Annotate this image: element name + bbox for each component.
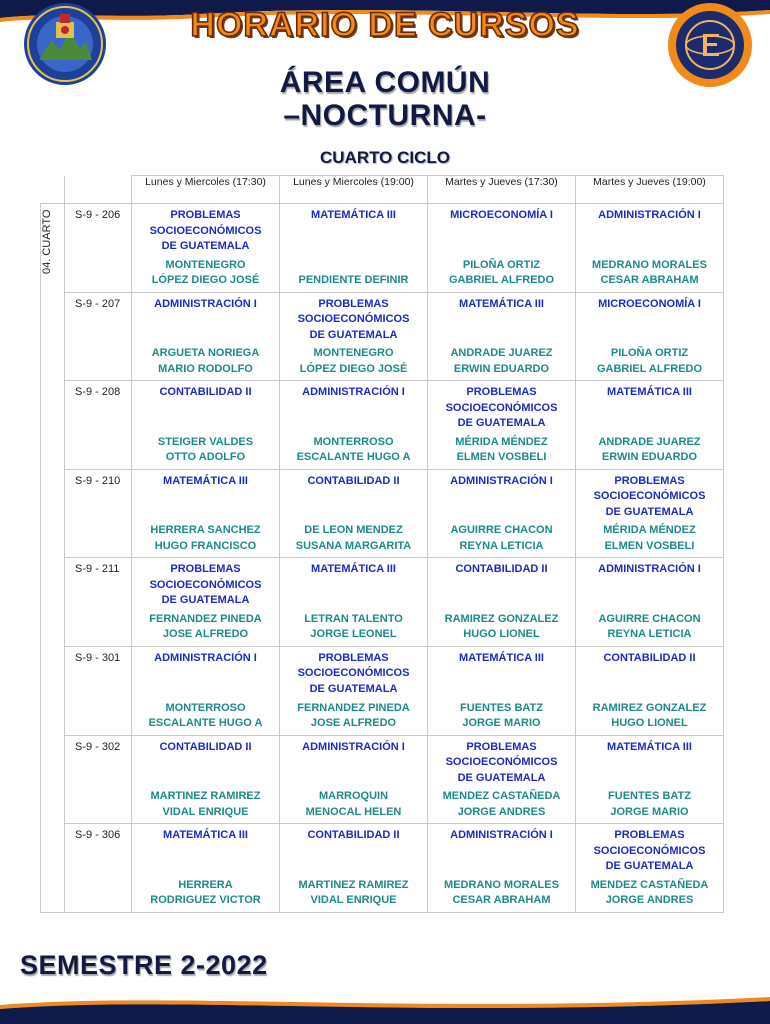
schedule-slot	[280, 469, 428, 558]
room-cell: S-9 - 302	[65, 735, 132, 824]
professor-name-line: ANDRADE JUAREZ	[450, 347, 553, 360]
professor-name	[280, 612, 427, 643]
professor-name	[428, 612, 575, 643]
course-name-line: ADMINISTRACIÓN I	[154, 651, 257, 664]
course-name	[428, 651, 575, 667]
professor-name-line: RAMIREZ GONZALEZ	[592, 701, 707, 714]
professor-name-line: MÉRIDA MÉNDEZ	[603, 524, 696, 537]
schedule-slot	[576, 735, 724, 824]
room-cell: S-9 - 301	[65, 646, 132, 735]
professor-name-line: RAMIREZ GONZALEZ	[444, 612, 559, 625]
course-name-line: MATEMÁTICA III	[311, 209, 396, 221]
professor-name-line: ELMEN VOSBELI	[604, 539, 695, 552]
professor-name	[576, 701, 723, 732]
professor-name-line: ELMEN VOSBELI	[456, 451, 547, 464]
schedule-slot	[576, 824, 724, 913]
course-name	[576, 208, 723, 224]
course-name	[576, 297, 723, 313]
professor-name-line: VIDAL ENRIQUE	[162, 805, 249, 818]
schedule-slot	[428, 646, 576, 735]
schedule-slot	[132, 292, 280, 381]
schedule-slot	[428, 735, 576, 824]
course-name-line: ADMINISTRACIÓN I	[598, 563, 701, 576]
professor-name-line: ANDRADE JUAREZ	[598, 435, 701, 448]
schedule-slot	[428, 824, 576, 913]
course-name	[280, 385, 427, 401]
schedule-slot	[132, 558, 280, 647]
professor-name-line: MENOCAL HELEN	[305, 805, 402, 818]
schedule-slot	[280, 735, 428, 824]
area-heading: ÁREA COMÚN	[279, 66, 491, 99]
course-name	[132, 297, 279, 313]
professor-name	[132, 435, 279, 466]
professor-name-line: PENDIENTE DEFINIR	[298, 274, 409, 287]
course-name-line: ADMINISTRACIÓN I	[450, 474, 553, 487]
schedule-slot	[280, 204, 428, 293]
professor-name	[428, 789, 575, 820]
header-blank-cell	[41, 176, 65, 204]
course-name-line: ADMINISTRACIÓN I	[598, 209, 701, 221]
schedule-slot	[132, 469, 280, 558]
course-name	[280, 474, 427, 490]
table-row	[41, 469, 724, 558]
room-cell: S-9 - 210	[65, 469, 132, 558]
schedule-slot	[428, 469, 576, 558]
semester-label: SEMESTRE 2-2022	[20, 950, 268, 980]
day-header: Martes y Jueves (19:00)	[576, 176, 724, 204]
professor-name	[576, 258, 723, 289]
course-name-line: ADMINISTRACIÓN I	[154, 297, 257, 310]
professor-name	[280, 523, 427, 554]
professor-name-line: FUENTES BATZ	[460, 701, 543, 714]
professor-name-line: HUGO FRANCISCO	[154, 539, 257, 552]
course-name-line: DE GUATEMALA	[161, 594, 250, 607]
course-name-line: DE GUATEMALA	[161, 240, 250, 252]
room-cell: S-9 - 206	[65, 204, 132, 293]
professor-name-line: JOSE ALFREDO	[162, 628, 249, 641]
course-name-line: CONTABILIDAD II	[159, 386, 252, 399]
professor-name-line: AGUIRRE CHACON	[598, 612, 701, 625]
course-name-line: PROBLEMAS	[614, 829, 685, 842]
professor-name	[576, 612, 723, 643]
course-name-line: MATEMÁTICA III	[311, 563, 396, 576]
schedule-slot	[428, 204, 576, 293]
course-name	[576, 651, 723, 667]
professor-name-line: MONTENEGRO	[313, 347, 394, 360]
schedule-slot	[280, 824, 428, 913]
professor-name-line: MONTERROSO	[313, 435, 394, 448]
table-row	[41, 381, 724, 470]
course-name-line: MATEMÁTICA III	[163, 829, 248, 842]
schedule-slot	[280, 558, 428, 647]
professor-name	[280, 701, 427, 732]
course-name	[576, 474, 723, 521]
professor-name-line: MARTINEZ RAMIREZ	[298, 878, 409, 891]
schedule-slot	[576, 558, 724, 647]
schedule-slot	[132, 204, 280, 293]
schedule-slot	[428, 292, 576, 381]
course-name	[280, 562, 427, 578]
professor-name	[576, 878, 723, 909]
professor-name-line: PILOÑA ORTIZ	[462, 258, 541, 271]
course-name-line: MICROECONOMÍA I	[598, 297, 701, 310]
course-name-line: MATEMÁTICA III	[459, 651, 544, 664]
professor-name-line: ESCALANTE HUGO A	[296, 451, 411, 464]
professor-name-line: JOSE ALFREDO	[310, 717, 397, 730]
professor-name-line: GABRIEL ALFREDO	[448, 274, 555, 287]
professor-name-line: HERRERA SANCHEZ	[150, 524, 261, 537]
level-label: 04. CUARTO	[41, 210, 53, 275]
professor-name-line: FERNANDEZ PINEDA	[297, 701, 410, 714]
schedule-slot	[576, 381, 724, 470]
course-name-line: PROBLEMAS	[318, 651, 389, 664]
table-row	[41, 646, 724, 735]
course-name	[428, 740, 575, 787]
professor-name-line: MÉRIDA MÉNDEZ	[455, 435, 548, 448]
table-row	[41, 292, 724, 381]
course-name-line: SOCIOECONÓMICOS	[297, 667, 410, 680]
course-name-line: SOCIOECONÓMICOS	[149, 578, 262, 591]
professor-name-line: REYNA LETICIA	[459, 539, 544, 552]
course-name	[132, 208, 279, 255]
course-name	[280, 651, 427, 698]
professor-name	[576, 346, 723, 377]
professor-name-line: HUGO LIONEL	[463, 628, 540, 641]
professor-name-line: JORGE MARIO	[610, 805, 689, 818]
course-name-line: ADMINISTRACIÓN I	[450, 829, 553, 842]
room-cell: S-9 - 208	[65, 381, 132, 470]
professor-name	[576, 523, 723, 554]
course-name	[132, 385, 279, 401]
course-name-line: DE GUATEMALA	[309, 328, 398, 341]
schedule-slot	[576, 204, 724, 293]
schedule-slot	[280, 292, 428, 381]
course-name-line: CONTABILIDAD II	[307, 829, 400, 842]
professor-name	[132, 612, 279, 643]
room-cell: S-9 - 207	[65, 292, 132, 381]
course-name	[132, 474, 279, 490]
professor-name-line: REYNA LETICIA	[607, 628, 692, 641]
course-name	[132, 740, 279, 756]
course-name-line: DE GUATEMALA	[309, 682, 398, 695]
schedule-slot	[132, 735, 280, 824]
room-cell: S-9 - 306	[65, 824, 132, 913]
professor-name-line: MEDRANO MORALES	[592, 258, 707, 271]
professor-name	[428, 523, 575, 554]
course-name-line: SOCIOECONÓMICOS	[149, 224, 262, 237]
schedule-slot	[132, 824, 280, 913]
professor-name-line: OTTO ADOLFO	[165, 451, 246, 464]
professor-name-line: LÓPEZ DIEGO JOSÉ	[299, 362, 408, 375]
professor-name-line: HERRERA	[178, 878, 233, 891]
professor-name	[280, 878, 427, 909]
professor-name-line: DE LEON MENDEZ	[304, 524, 403, 537]
course-name	[428, 828, 575, 844]
course-name-line: ADMINISTRACIÓN I	[302, 740, 405, 753]
course-name-line: SOCIOECONÓMICOS	[445, 401, 558, 414]
professor-name	[132, 258, 279, 289]
professor-name	[428, 701, 575, 732]
professor-name-line: FERNANDEZ PINEDA	[149, 612, 262, 625]
professor-name-line: GABRIEL ALFREDO	[596, 362, 703, 375]
day-header: Martes y Jueves (17:30)	[428, 176, 576, 204]
professor-name-line: AGUIRRE CHACON	[450, 524, 553, 537]
schedule-slot	[132, 381, 280, 470]
professor-name-line: MONTENEGRO	[165, 258, 246, 271]
room-cell: S-9 - 211	[65, 558, 132, 647]
table-row	[41, 735, 724, 824]
shift-heading: –NOCTURNA-	[283, 99, 487, 132]
course-name	[280, 828, 427, 844]
course-name	[576, 740, 723, 756]
professor-name	[576, 789, 723, 820]
professor-name-line: MENDEZ CASTAÑEDA	[442, 790, 561, 803]
schedule-slot	[576, 292, 724, 381]
professor-name-line: LETRAN TALENTO	[304, 612, 403, 625]
professor-name	[428, 258, 575, 289]
footer-decoration	[0, 985, 770, 1024]
course-name-line: PROBLEMAS	[466, 740, 537, 753]
professor-name-line: ESCALANTE HUGO A	[148, 717, 263, 730]
course-name-line: MATEMÁTICA III	[607, 386, 692, 399]
professor-name-line: ERWIN EDUARDO	[601, 451, 698, 464]
professor-name-line: MARTINEZ RAMIREZ	[150, 790, 261, 803]
professor-name-line: MARIO RODOLFO	[158, 362, 253, 375]
table-row	[41, 204, 724, 293]
course-name-line: SOCIOECONÓMICOS	[445, 756, 558, 769]
course-name-line: PROBLEMAS	[466, 386, 537, 399]
day-header: Lunes y Miercoles (19:00)	[280, 176, 428, 204]
course-name	[132, 562, 279, 609]
course-name-line: PROBLEMAS	[170, 563, 241, 576]
professor-name-line: FUENTES BATZ	[608, 790, 691, 803]
course-name-line: PROBLEMAS	[170, 209, 241, 221]
professor-name-line: SUSANA MARGARITA	[295, 539, 412, 552]
course-name-line: SOCIOECONÓMICOS	[297, 313, 410, 326]
schedule-table	[40, 175, 724, 913]
professor-name	[280, 789, 427, 820]
schedule-slot	[280, 381, 428, 470]
course-name-line: DE GUATEMALA	[457, 771, 546, 784]
course-name	[428, 208, 575, 224]
course-name	[428, 385, 575, 432]
professor-name-line: ERWIN EDUARDO	[453, 362, 550, 375]
schedule-slot	[428, 558, 576, 647]
professor-name	[280, 273, 427, 289]
course-name-line: SOCIOECONÓMICOS	[593, 844, 706, 857]
course-name	[576, 828, 723, 875]
table-header-row	[41, 176, 724, 204]
course-name	[280, 740, 427, 756]
schedule-slot	[576, 646, 724, 735]
professor-name-line: MEDRANO MORALES	[444, 878, 559, 891]
course-name	[428, 562, 575, 578]
course-name	[280, 208, 427, 224]
day-header: Lunes y Miercoles (17:30)	[132, 176, 280, 204]
professor-name-line: STEIGER VALDES	[157, 435, 254, 448]
table-row	[41, 824, 724, 913]
course-name-line: PROBLEMAS	[614, 474, 685, 487]
course-name-line: PROBLEMAS	[318, 297, 389, 310]
course-name	[280, 297, 427, 344]
table-row	[41, 558, 724, 647]
course-name-line: CONTABILIDAD II	[307, 474, 400, 487]
professor-name	[428, 435, 575, 466]
course-name-line: DE GUATEMALA	[605, 505, 694, 518]
course-name	[132, 828, 279, 844]
cycle-heading: CUARTO CICLO	[319, 148, 450, 167]
schedule-slot	[132, 646, 280, 735]
course-name-line: CONTABILIDAD II	[603, 651, 696, 664]
course-name-line: ADMINISTRACIÓN I	[302, 386, 405, 399]
professor-name-line: JORGE MARIO	[462, 717, 541, 730]
professor-name-line: CESAR ABRAHAM	[452, 894, 551, 907]
professor-name	[132, 523, 279, 554]
professor-name-line: HUGO LIONEL	[611, 717, 688, 730]
course-name	[428, 297, 575, 313]
professor-name	[132, 701, 279, 732]
professor-name-line: CESAR ABRAHAM	[600, 274, 699, 287]
professor-name-line: VIDAL ENRIQUE	[310, 894, 397, 907]
professor-name-line: MENDEZ CASTAÑEDA	[590, 878, 709, 891]
course-name-line: MATEMÁTICA III	[163, 474, 248, 487]
professor-name-line: PILOÑA ORTIZ	[610, 347, 689, 360]
course-name-line: CONTABILIDAD II	[159, 740, 252, 753]
professor-name-line: JORGE ANDRES	[605, 894, 694, 907]
course-name	[428, 474, 575, 490]
course-name-line: DE GUATEMALA	[605, 860, 694, 873]
professor-name-line: MONTERROSO	[165, 701, 246, 714]
course-name	[576, 385, 723, 401]
schedule-slot	[576, 469, 724, 558]
schedule-slot	[280, 646, 428, 735]
course-name-line: MATEMÁTICA III	[459, 297, 544, 310]
professor-name-line: MARROQUIN	[318, 790, 389, 803]
course-name-line: MATEMÁTICA III	[607, 740, 692, 753]
professor-name	[280, 435, 427, 466]
professor-name	[132, 789, 279, 820]
professor-name	[576, 435, 723, 466]
professor-name	[280, 346, 427, 377]
professor-name-line: JORGE ANDRES	[457, 805, 546, 818]
course-name-line: DE GUATEMALA	[457, 417, 546, 430]
course-name-line: SOCIOECONÓMICOS	[593, 490, 706, 503]
professor-name	[428, 346, 575, 377]
schedule-slot	[428, 381, 576, 470]
professor-name	[428, 878, 575, 909]
professor-name-line: JORGE LEONEL	[310, 628, 397, 641]
professor-name	[132, 346, 279, 377]
professor-name-line: RODRIGUEZ VICTOR	[150, 894, 261, 907]
level-cell	[41, 204, 65, 913]
course-name	[132, 651, 279, 667]
course-name-line: CONTABILIDAD II	[455, 563, 548, 576]
course-name	[576, 562, 723, 578]
course-name-line: MICROECONOMÍA I	[450, 209, 553, 221]
professor-name-line: LÓPEZ DIEGO JOSÉ	[151, 274, 260, 287]
professor-name	[132, 878, 279, 909]
header-blank-cell	[65, 176, 132, 204]
page-title: HORARIO DE CURSOS	[190, 6, 580, 44]
professor-name-line: ARGUETA NORIEGA	[151, 347, 260, 360]
